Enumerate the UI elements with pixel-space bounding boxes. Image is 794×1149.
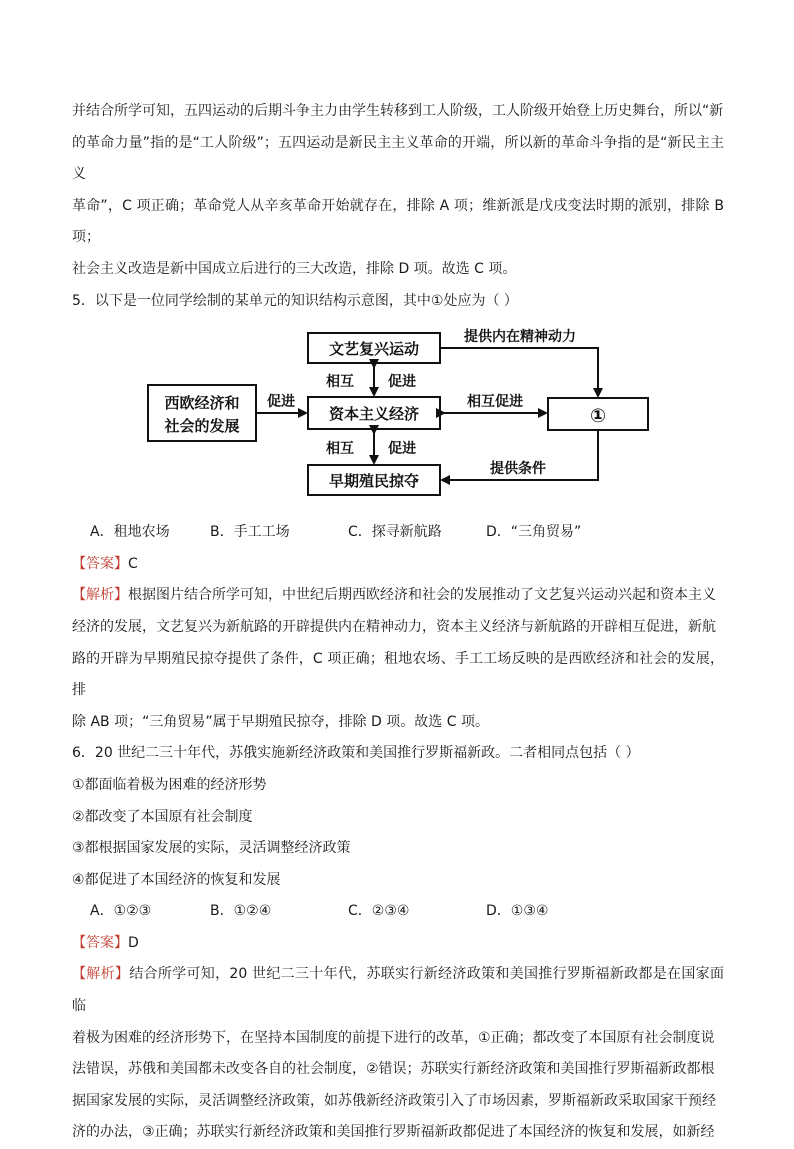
- analysis-line: 路的开辟为早期殖民掠夺提供了条件，C 项正确；租地农场、手工工场反映的是西欧经济和社会的发展，排: [72, 650, 724, 699]
- box-west-label-1: 西欧经济和: [164, 394, 240, 413]
- analysis-line: 经济的发展，文艺复兴为新航路的开辟提供内在精神动力，资本主义经济与新航路的开辟相互促进，新航: [72, 618, 716, 635]
- question-6-item: ④都促进了本国经济的恢复和发展: [72, 871, 281, 888]
- option-a[interactable]: A．租地农场: [90, 524, 170, 541]
- label-mutual-top-1: 相互: [326, 374, 354, 391]
- option-d[interactable]: D．①③④: [486, 903, 549, 920]
- label-mutual-bottom-2: 促进: [388, 441, 416, 458]
- option-b[interactable]: B．手工工场: [210, 524, 290, 541]
- analysis-line: 的革命力量”指的是“工人阶级”；五四运动是新民主主义革命的开端，所以新的革命斗争指的是“新民主主义: [72, 134, 724, 183]
- analysis-text: 根据图片结合所学可知，中世纪后期西欧经济和社会的发展推动了文艺复兴运动兴起和资本主义: [128, 587, 716, 604]
- analysis-line: 济的办法，③正确；苏联实行新经济政策和美国推行罗斯福新政都促进了本国经济的恢复和发展，如新经: [72, 1124, 715, 1141]
- label-spirit: 提供内在精神动力: [464, 329, 576, 346]
- analysis-line: 并结合所学可知，五四运动的后期斗争主力由学生转移到工人阶级，工人阶级开始登上历史舞台，所以“新: [72, 103, 724, 119]
- question-6-item: ②都改变了本国原有社会制度: [72, 808, 253, 825]
- knowledge-structure-diagram: [72, 323, 724, 513]
- box-renaissance-label: 文艺复兴运动: [328, 340, 420, 359]
- label-mutual-bottom-1: 相互: [326, 441, 354, 458]
- question-6-options: [72, 896, 724, 928]
- analysis-line: 除 AB 项；“三角贸易”属于早期殖民掠夺，排除 D 项。故选 C 项。: [72, 713, 489, 730]
- box-unknown-label: ①: [589, 405, 607, 428]
- question-5-options: [72, 517, 724, 549]
- analysis-tag: 【解析】: [72, 587, 128, 604]
- question-5-stem: 5．以下是一位同学绘制的某单元的知识结构示意图，其中①处应为（ ）: [72, 292, 518, 309]
- box-capitalism-label: 资本主义经济: [328, 405, 420, 424]
- option-a[interactable]: A．①②③: [90, 903, 152, 920]
- box-colonial-label: 早期殖民掠夺: [328, 472, 420, 491]
- document-page: [72, 96, 724, 1149]
- analysis-line: 革命”，C 项正确；革命党人从辛亥革命开始就存在，排除 A 项；维新派是戊戌变法时期的派别，排除 B 项；: [72, 197, 724, 246]
- question-6-item: ①都面临着极为困难的经济形势: [72, 776, 267, 793]
- analysis-line: [72, 580, 724, 612]
- option-b[interactable]: B．①②④: [210, 903, 272, 920]
- analysis-line: 社会主义改造是新中国成立后进行的三大改造，排除 D 项。故选 C 项。: [72, 260, 517, 277]
- analysis-line: 据国家发展的实际，灵活调整经济政策，如苏俄新经济政策引入了市场因素，罗斯福新政采取国家干预经: [72, 1092, 716, 1109]
- question-6-stem: 6．20 世纪二三十年代，苏俄实施新经济政策和美国推行罗斯福新政。二者相同点包括（ ）: [72, 745, 640, 762]
- previous-analysis: [72, 96, 724, 286]
- answer-value: D: [128, 934, 139, 951]
- question-5-answer: [72, 549, 724, 581]
- label-conditions: 提供条件: [490, 461, 546, 478]
- analysis-line: 着极为困难的经济形势下，在坚持本国制度的前提下进行的改革，①正确；都改变了本国原有社会制度说: [72, 1029, 715, 1046]
- option-c[interactable]: C．探寻新航路: [348, 524, 442, 541]
- answer-tag: 【答案】: [72, 934, 128, 951]
- diagram-svg: [72, 323, 724, 513]
- question-6-answer: [72, 928, 724, 960]
- question-6-analysis: [72, 959, 724, 1149]
- analysis-line: [72, 959, 724, 1022]
- option-d[interactable]: D．“三角贸易”: [486, 524, 582, 541]
- answer-tag: 【答案】: [72, 555, 128, 572]
- label-promote: 促进: [267, 394, 295, 411]
- analysis-text: 结合所学可知，20 世纪二三十年代，苏联实行新经济政策和美国推行罗斯福新政都是在国家面临: [72, 966, 724, 1015]
- analysis-tag: 【解析】: [72, 966, 130, 983]
- box-west-label-2: 社会的发展: [164, 417, 240, 436]
- analysis-line: 法错误，苏俄和美国都未改变各自的社会制度，②错误；苏联实行新经济政策和美国推行罗斯福新政都根: [72, 1061, 715, 1078]
- label-mutual-top-2: 促进: [388, 374, 416, 391]
- answer-value: C: [128, 555, 138, 572]
- option-c[interactable]: C．②③④: [348, 903, 410, 920]
- label-mutual-right: 相互促进: [467, 394, 523, 411]
- arrow-renaissance-to-unknown: [440, 348, 598, 396]
- question-6-item: ③都根据国家发展的实际，灵活调整经济政策: [72, 840, 351, 857]
- question-5-analysis: [72, 580, 724, 738]
